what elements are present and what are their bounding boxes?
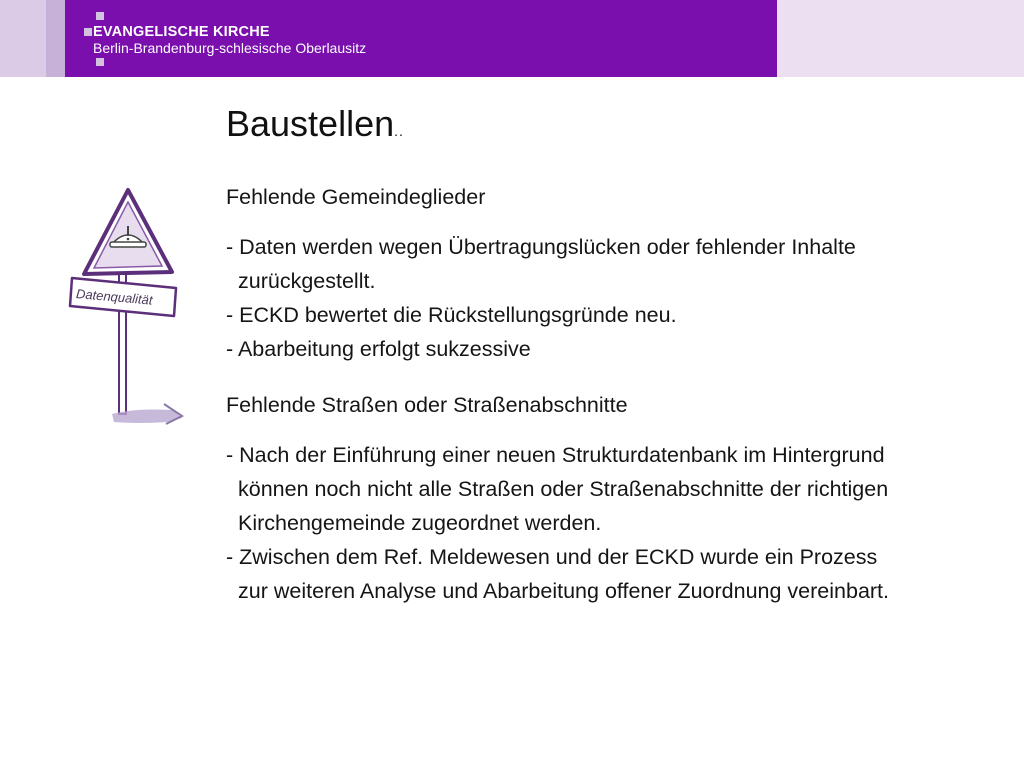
header-band-left-outer (0, 0, 46, 77)
org-subtitle: Berlin-Brandenburg-schlesische Oberlausitz (93, 40, 367, 56)
bullet-item: - ECKD bewertet die Rückstellungsgründe neu. (226, 303, 677, 327)
header-band-right (777, 0, 1024, 77)
section-title: Fehlende Straßen oder Straßenabschnitte (226, 393, 628, 417)
bullet-item: - Abarbeitung erfolgt sukzessive (226, 337, 531, 361)
slide-title-suffix: .. (394, 123, 404, 139)
bullet-list (226, 230, 906, 366)
bullet-item: - Daten werden wegen Übertragungslücken oder fehlender Inhalte zurückgestellt. (226, 235, 856, 293)
bullet-list (226, 438, 906, 608)
slide-title-text: Baustellen (226, 103, 395, 144)
slide-body (226, 180, 906, 608)
section-spacer (226, 366, 906, 388)
road-sign-warning-icon (64, 182, 194, 432)
slide-title (226, 103, 404, 145)
bullet-item: - Zwischen dem Ref. Meldewesen und der ECKD wurde ein Prozess zur weiteren Analyse und Abarbeitung offener Zuordnung vereinbart. (226, 545, 890, 603)
sign-label: Datenqualität (75, 286, 154, 308)
section-title: Fehlende Gemeindeglieder (226, 185, 486, 209)
header-band-left-inner (46, 0, 65, 77)
org-title: EVANGELISCHE KIRCHE (93, 24, 270, 40)
bullet-item: - Nach der Einführung einer neuen Strukturdatenbank im Hintergrund können noch nicht alle Straßen oder Straßenabschnitte der richtigen Kirchengemeinde zugeordnet werden. (226, 443, 889, 535)
